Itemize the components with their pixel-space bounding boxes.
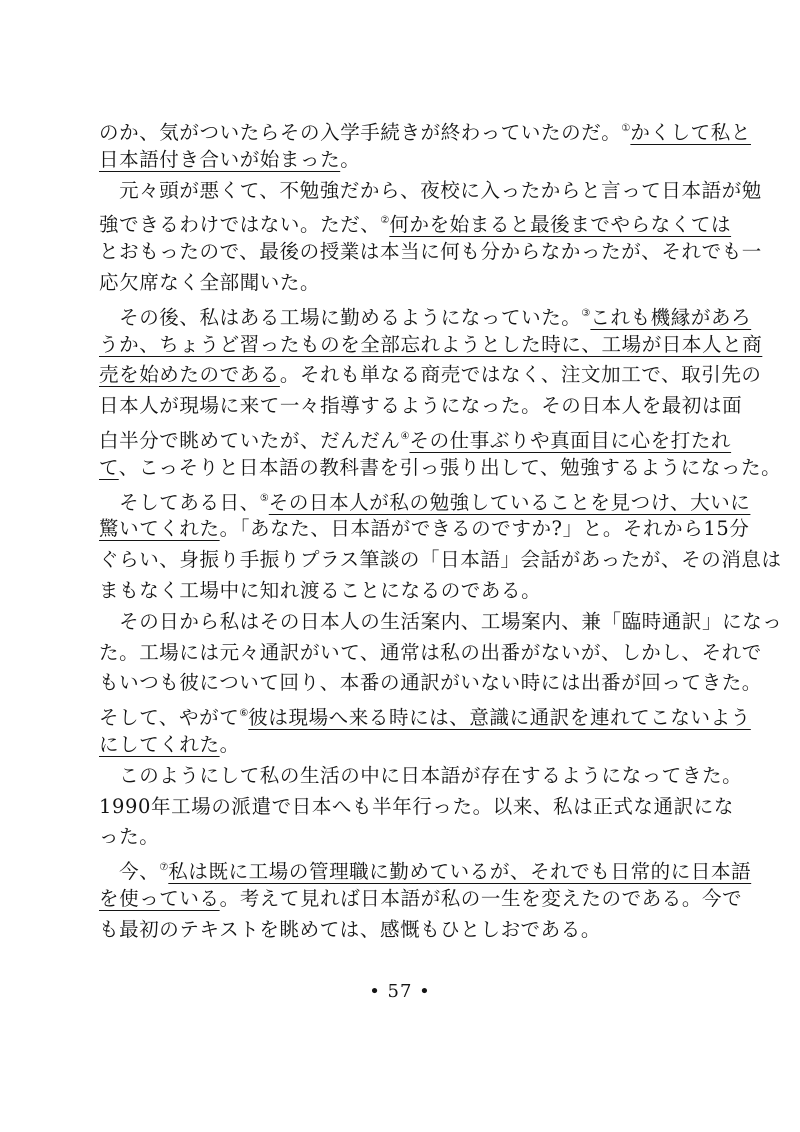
text-line: 応欠席なく全部聞いた。 [99, 270, 321, 294]
underlined-phrase: その仕事ぶりや真面目に心を打たれ [409, 428, 732, 452]
text-line: 日本語付き合いが始まった。 [99, 147, 361, 171]
text-line: 日本人が現場に来て一々指導するようになった。その日本人を最初は面 [99, 394, 743, 418]
text-line: も最初のテキストを眺めては、感慨もひとしおである。 [99, 917, 601, 941]
text-line: そしてある日、⑤その日本人が私の勉強していることを見つけ、大いに [99, 490, 751, 514]
text-line: 驚いてくれた。「あなた、日本語ができるのですか?」と。それから15分 [99, 517, 750, 541]
underlined-phrase: にしてくれた [99, 732, 220, 756]
text-line: とおもったので、最後の授業は本当に何も分からなかったが、それでも一 [99, 240, 762, 264]
text-line [99, 330, 763, 361]
underlined-phrase: うか、ちょうど習ったものを全部忘れようとした時に、工場が日本人と商 [99, 332, 763, 356]
underlined-phrase: その日本人が私の勉強していることを見つけ、大いに [268, 490, 751, 514]
underlined-phrase: 何かを始まると最後までやらなくては [389, 213, 732, 237]
text-line: このようにして私の生活の中に日本語が存在するようになってきた。 [99, 763, 743, 787]
underlined-phrase: かくして私と [630, 121, 751, 144]
underlined-phrase: を使っている [99, 886, 220, 910]
text-line: そして、やがて⑥彼は現場へ来る時には、意識に通訳を連れてこないよう [99, 706, 751, 730]
text-line: まもなく工場中に知れ渡ることになるのである。 [99, 578, 542, 602]
text-line: た。工場には元々通訳がいて、通常は私の出番がないが、しかし、それで [99, 640, 762, 664]
text-line: 1990年工場の派遣で日本へも半年行った。以来、私は正式な通訳にな [99, 794, 734, 818]
underlined-phrase: これも機縁があろ [590, 305, 752, 329]
text-line: った。 [99, 825, 160, 849]
text-line: 強できるわけではない。ただ、②何かを始まると最後までやらなくては [99, 213, 732, 237]
text-line: 売を始めたのである。それも単なる商売ではなく、注文加工で、取引先の [99, 363, 762, 387]
underlined-phrase: 売を始めたのである [99, 363, 280, 387]
underlined-phrase: 私は既に工場の管理職に勤めているが、それでも日常的に日本語 [168, 860, 752, 884]
text-line: て、こっそりと日本語の教科書を引っ張り出して、勉強するようになった。 [99, 455, 782, 479]
underlined-phrase: 驚いてくれた [99, 517, 220, 541]
text-line: にしてくれた。 [99, 732, 240, 756]
page-number: • 57 • [369, 981, 431, 1002]
underlined-phrase: 日本語付き合いが始まった [99, 147, 341, 171]
underlined-phrase: 彼は現場へ来る時には、意識に通訳を連れてこないよう [248, 706, 751, 730]
text-line: もいつも彼について回り、本番の通訳がいない時には出番が回ってきた。 [99, 671, 762, 695]
text-line: その日から私はその日本人の生活案内、工場案内、兼「臨時通訳」になっ [99, 609, 783, 633]
text-line: のか、気がついたらその入学手続きが終わっていたのだ。①かくして私と [99, 121, 751, 144]
underlined-phrase: て [99, 455, 119, 479]
text-line: その後、私はある工場に勤めるようになっていた。③これも機縁があろ [99, 305, 752, 329]
text-line: 元々頭が悪くて、不勉強だから、夜校に入ったからと言って日本語が勉 [99, 178, 762, 202]
text-line: ぐらい、身振り手振りプラス筆談の「日本語」会話があったが、その消息は [99, 548, 782, 572]
text-line: 今、⑦私は既に工場の管理職に勤めているが、それでも日常的に日本語 [99, 860, 752, 884]
text-line: を使っている。考えて見れば日本語が私の一生を変えたのである。今で [99, 886, 743, 910]
text-line: 白半分で眺めていたが、だんだん④その仕事ぶりや真面目に心を打たれ [99, 428, 732, 452]
essay-body [99, 114, 783, 946]
